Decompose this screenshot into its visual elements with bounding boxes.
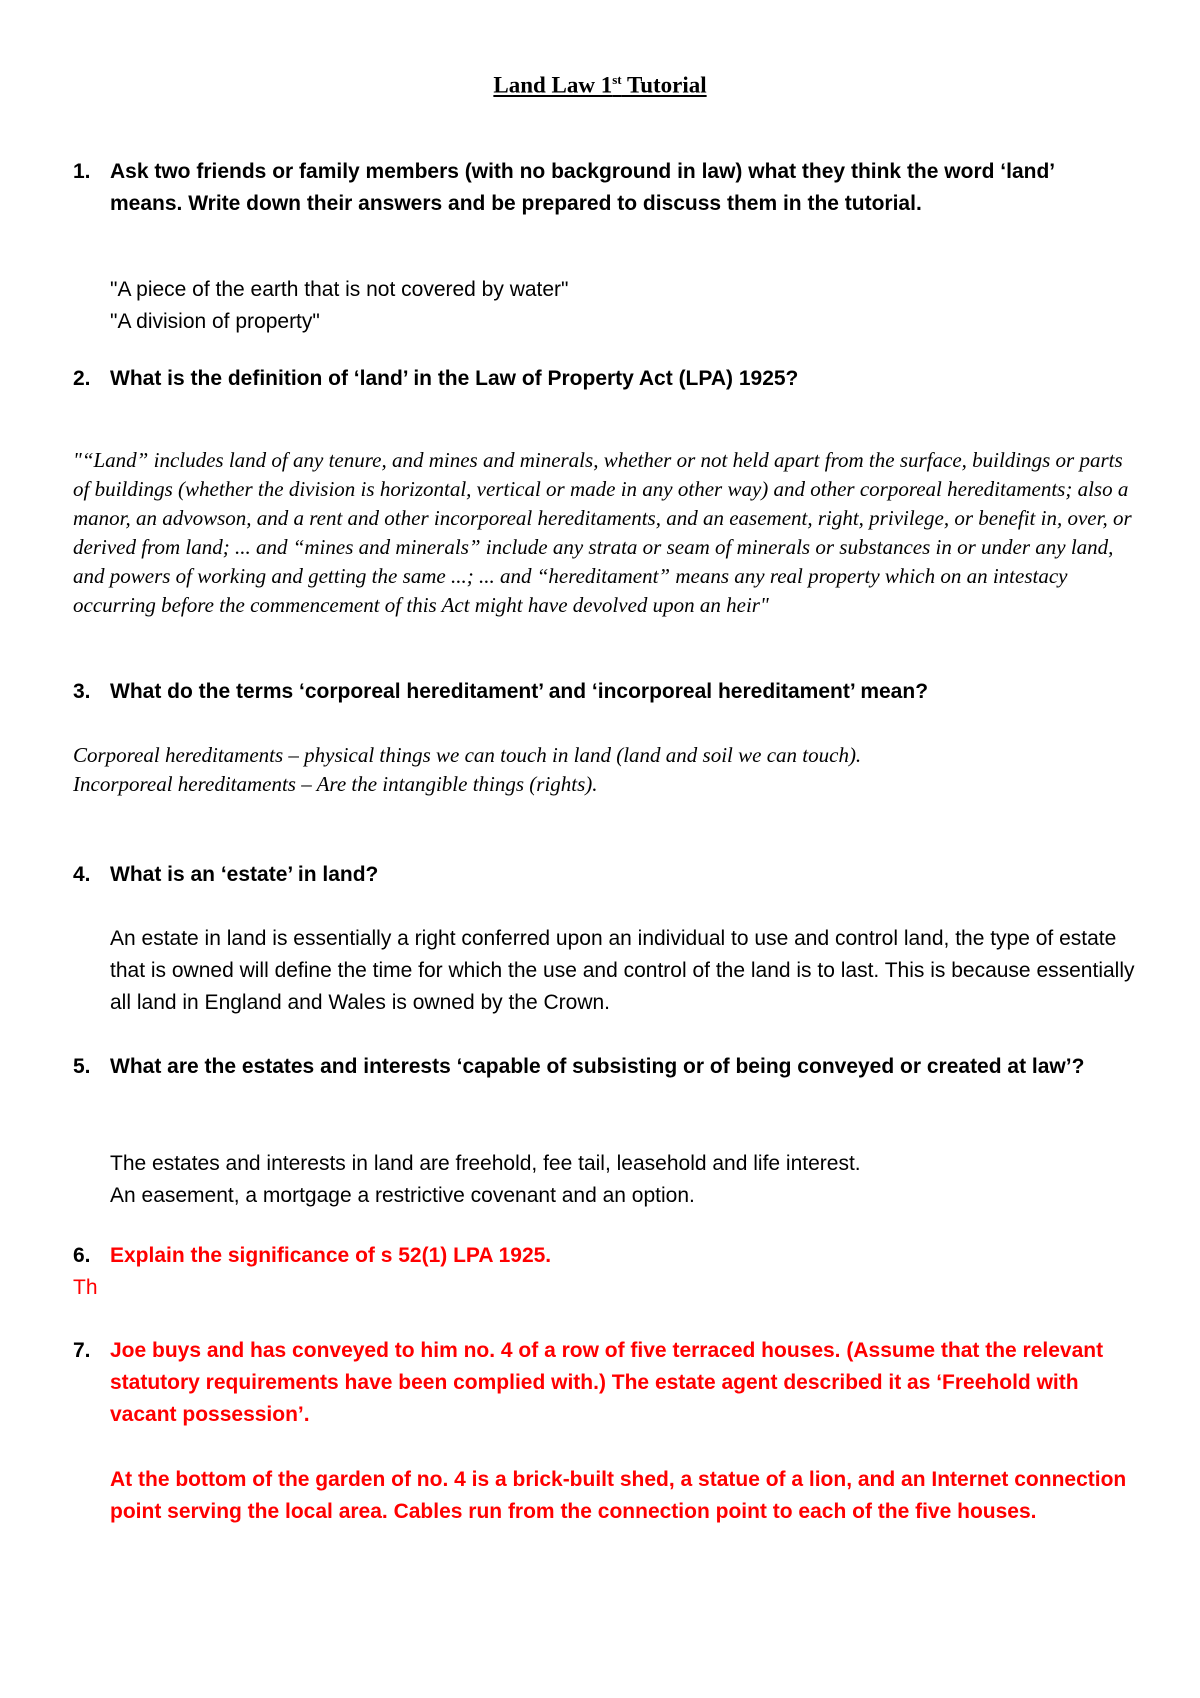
question-text: Explain the significance of s 52(1) LPA 1925. [110, 1244, 552, 1267]
question-text: At the bottom of the garden of no. 4 is a brick-built shed, a statue of a lion, and an Internet connection point serving the local area. Cables run from the connection point to each of the five houses. [110, 1468, 1127, 1523]
document-title: Land Law 1st Tutorial [493, 72, 707, 98]
question-number: 1. [73, 160, 91, 183]
answer-line: An easement, a mortgage a restrictive covenant and an option. [110, 1184, 695, 1207]
question-text: What is the definition of ‘land’ in the Law of Property Act (LPA) 1925? [110, 367, 799, 390]
question-text: What are the estates and interests ‘capable of subsisting or of being conveyed or created at law’? [110, 1055, 1085, 1078]
question-text: Ask two friends or family members (with no background in law) what they think the word ‘land’ means. Write down their answers and be prepared to discuss them in the tutorial. [110, 160, 1054, 215]
answer-1 [110, 274, 1140, 338]
question-number: 3. [73, 680, 91, 703]
answer-line: Corporeal hereditaments – physical things we can touch in land (land and soil we can touch). [73, 743, 862, 767]
question-number: 6. [73, 1244, 91, 1267]
question-text: What do the terms ‘corporeal hereditament’ and ‘incorporeal hereditament’ mean? [110, 680, 929, 703]
answer-6: Th [73, 1276, 98, 1299]
answer-4: An estate in land is essentially a right conferred upon an individual to use and control land, the type of estate that is owned will define the time for which the use and control of the land is to last. This is because essentially all land in England and Wales is owned by the Crown. [110, 927, 1135, 1014]
answer-line: The estates and interests in land are freehold, fee tail, leasehold and life interest. [110, 1152, 861, 1175]
question-number: 4. [73, 863, 91, 886]
title-superscript: st [612, 72, 622, 87]
answer-5 [110, 1148, 1140, 1212]
question-number: 5. [73, 1055, 91, 1078]
answer-line: Incorporeal hereditaments – Are the intangible things (rights). [73, 772, 598, 796]
question-text: What is an ‘estate’ in land? [110, 863, 379, 886]
question-number: 7. [73, 1339, 91, 1362]
question-text: Joe buys and has conveyed to him no. 4 of a row of five terraced houses. (Assume that the relevant statutory requirements have been complied with.) The estate agent described it as ‘Freehold with vacant possession’. [110, 1339, 1104, 1426]
answer-2: "“Land” includes land of any tenure, and mines and minerals, whether or not held apart from the surface, buildings or parts of buildings (whether the division is horizontal, vertical or made in any other way) and other corporeal hereditaments; also a manor, an advowson, and a rent and other incorporeal hereditaments, and an easement, right, privilege, or benefit in, over, or derived from land; ... and “mines and minerals” include any strata or seam of minerals or substances in or under any land, and powers of working and getting the same ...; ... and “hereditament” means any real property which on an intestacy occurring before the commencement of this Act might have devolved upon an heir" [73, 448, 1132, 617]
answer-line: "A piece of the earth that is not covered by water" [110, 278, 569, 301]
answer-line: "A division of property" [110, 310, 320, 333]
answer-3 [73, 741, 1143, 799]
question-number: 2. [73, 367, 91, 390]
